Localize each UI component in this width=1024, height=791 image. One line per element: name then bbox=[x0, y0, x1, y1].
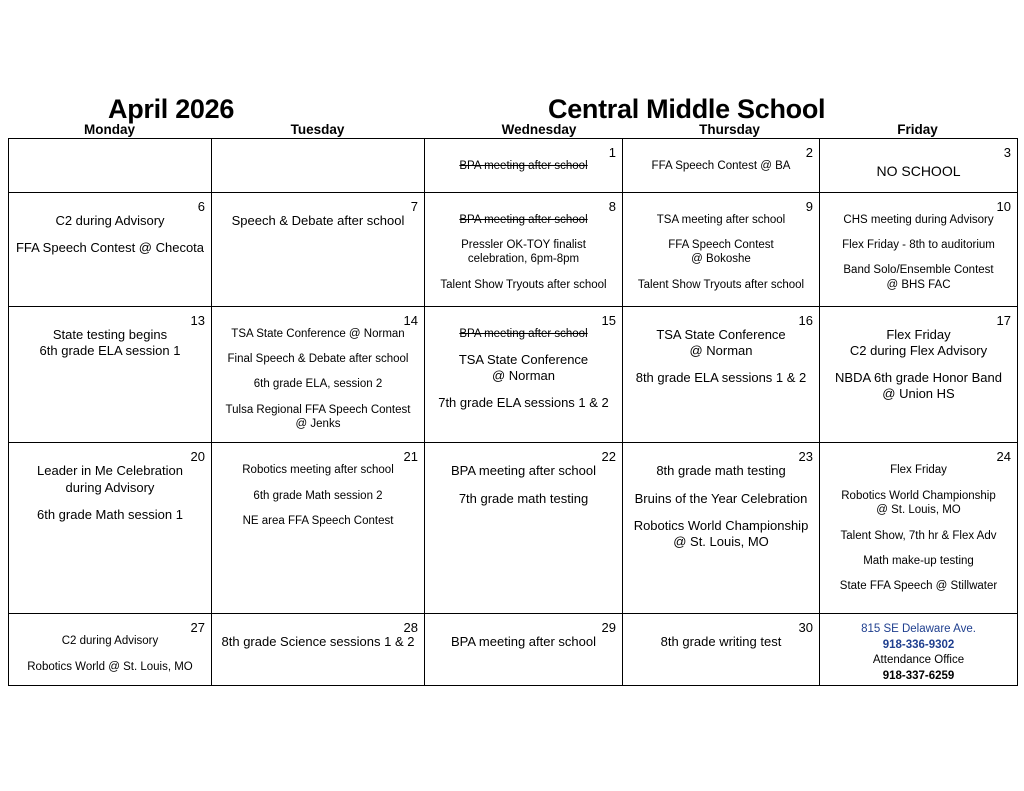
calendar-event: TSA meeting after school bbox=[656, 213, 786, 226]
day-number: 21 bbox=[403, 449, 418, 465]
calendar-event: Robotics meeting after school bbox=[242, 464, 394, 477]
calendar-event: Talent Show Tryouts after school bbox=[637, 278, 805, 291]
calendar-day bbox=[623, 443, 820, 614]
calendar-event: Robotics World Championship @ St. Louis, MO bbox=[841, 489, 996, 517]
day-number: 20 bbox=[190, 449, 205, 465]
calendar-event: Talent Show Tryouts after school bbox=[440, 278, 607, 291]
day-number: 23 bbox=[798, 449, 813, 465]
weekday-wednesday: Wednesday bbox=[501, 122, 577, 137]
calendar-day bbox=[820, 306, 1018, 443]
calendar-day bbox=[212, 306, 425, 443]
calendar-day bbox=[820, 139, 1018, 193]
day-number: 30 bbox=[798, 620, 813, 636]
calendar-event: 7th grade ELA sessions 1 & 2 bbox=[438, 395, 609, 411]
calendar-event: CHS meeting during Advisory bbox=[843, 213, 994, 226]
calendar-event: Talent Show, 7th hr & Flex Adv bbox=[840, 529, 997, 542]
calendar-event: Final Speech & Debate after school bbox=[227, 352, 409, 365]
calendar-day bbox=[212, 192, 425, 306]
calendar-event: Math make-up testing bbox=[863, 554, 974, 567]
calendar-event: BPA meeting after school bbox=[459, 327, 588, 340]
calendar-day bbox=[623, 614, 820, 686]
day-number: 6 bbox=[197, 198, 205, 214]
calendar-event: BPA meeting after school bbox=[450, 634, 596, 650]
contact-line: 918-336-9302 bbox=[882, 638, 955, 651]
calendar-day bbox=[623, 306, 820, 443]
calendar-day bbox=[425, 614, 623, 686]
calendar-event: 8th grade Science sessions 1 & 2 bbox=[221, 634, 415, 650]
day-number: 14 bbox=[403, 312, 418, 328]
calendar-day bbox=[212, 614, 425, 686]
calendar-event: Speech & Debate after school bbox=[231, 212, 405, 228]
day-number: 17 bbox=[996, 312, 1011, 328]
day-number: 3 bbox=[1003, 145, 1011, 160]
weekday-tuesday: Tuesday bbox=[290, 122, 345, 137]
day-number: 7 bbox=[410, 198, 418, 214]
calendar-day bbox=[623, 139, 820, 193]
calendar-event: C2 during Advisory bbox=[61, 635, 159, 648]
day-number: 22 bbox=[601, 449, 616, 465]
calendar-event: Flex Friday bbox=[890, 464, 947, 477]
school-title: Central Middle School bbox=[548, 94, 826, 124]
calendar-event: 6th grade Math session 2 bbox=[253, 489, 383, 502]
calendar-event: 8th grade ELA sessions 1 & 2 bbox=[635, 370, 807, 385]
month-title: April 2026 bbox=[108, 94, 235, 124]
calendar-day bbox=[212, 139, 425, 193]
calendar-event: Flex Friday - 8th to auditorium bbox=[842, 238, 995, 251]
calendar-event: FFA Speech Contest @ BA bbox=[651, 160, 791, 172]
day-number: 27 bbox=[190, 620, 205, 636]
contact-line: Attendance Office bbox=[872, 654, 965, 667]
calendar-day bbox=[820, 443, 1018, 614]
calendar-event: NE area FFA Speech Contest bbox=[242, 515, 394, 528]
calendar-day bbox=[9, 139, 212, 193]
calendar-event: FFA Speech Contest @ Bokoshe bbox=[668, 238, 774, 266]
calendar-event: Band Solo/Ensemble Contest @ BHS FAC bbox=[843, 264, 994, 291]
calendar-event: Robotics World Championship @ St. Louis, MO bbox=[633, 517, 809, 550]
calendar-event: Bruins of the Year Celebration bbox=[634, 490, 808, 506]
calendar-day bbox=[9, 443, 212, 614]
calendar-event: Tulsa Regional FFA Speech Contest @ Jenks bbox=[225, 403, 411, 430]
calendar-event: C2 during Advisory bbox=[55, 212, 165, 228]
weekday-friday: Friday bbox=[897, 122, 938, 137]
day-number: 16 bbox=[798, 312, 813, 328]
calendar-day bbox=[425, 139, 623, 193]
calendar-day bbox=[425, 443, 623, 614]
calendar-event: BPA meeting after school bbox=[459, 160, 588, 172]
day-number: 24 bbox=[996, 449, 1011, 465]
calendar-event: FFA Speech Contest @ Checota bbox=[15, 239, 205, 255]
calendar-event: 8th grade math testing bbox=[656, 463, 786, 479]
calendar-week bbox=[9, 614, 1018, 686]
calendar-event: TSA State Conference @ Norman bbox=[458, 351, 589, 384]
calendar-event: Leader in Me Celebration during Advisory bbox=[37, 463, 183, 495]
calendar-week bbox=[9, 139, 1018, 193]
calendar-week bbox=[9, 306, 1018, 443]
day-number: 10 bbox=[996, 198, 1011, 214]
weekday-monday: Monday bbox=[83, 122, 135, 137]
calendar-day bbox=[9, 614, 212, 686]
day-number: 2 bbox=[805, 145, 813, 160]
calendar-event: BPA meeting after school bbox=[459, 213, 588, 226]
calendar-event: 7th grade math testing bbox=[458, 490, 589, 506]
calendar-day bbox=[425, 192, 623, 306]
calendar-event: Flex Friday C2 during Flex Advisory bbox=[849, 326, 988, 358]
calendar-event: State testing begins 6th grade ELA session 1 bbox=[39, 326, 181, 358]
day-number: 13 bbox=[190, 312, 205, 328]
day-number: 15 bbox=[601, 312, 616, 328]
contact-line: 815 SE Delaware Ave. bbox=[861, 623, 976, 636]
day-number: 1 bbox=[608, 145, 616, 160]
calendar-event: Robotics World @ St. Louis, MO bbox=[27, 660, 193, 673]
calendar-day bbox=[9, 306, 212, 443]
calendar-event: 6th grade ELA, session 2 bbox=[253, 378, 383, 391]
calendar-day bbox=[425, 306, 623, 443]
calendar-day bbox=[820, 192, 1018, 306]
calendar-week bbox=[9, 192, 1018, 306]
calendar-event: State FFA Speech @ Stillwater bbox=[839, 580, 998, 593]
day-number: 28 bbox=[403, 620, 418, 636]
calendar-week bbox=[9, 443, 1018, 614]
calendar-event: TSA State Conference @ Norman bbox=[231, 327, 405, 340]
calendar-event: Pressler OK-TOY finalist celebration, 6pm-8pm bbox=[461, 238, 586, 266]
contact-line: 918-337-6259 bbox=[882, 669, 955, 682]
calendar-event: NBDA 6th grade Honor Band @ Union HS bbox=[835, 370, 1002, 402]
contact-info-cell bbox=[820, 614, 1018, 686]
calendar-event: TSA State Conference @ Norman bbox=[656, 326, 786, 358]
calendar-day bbox=[212, 443, 425, 614]
calendar-event: 6th grade Math session 1 bbox=[37, 506, 183, 522]
calendar-day bbox=[623, 192, 820, 306]
calendar-grid bbox=[8, 138, 1018, 686]
weekday-thursday: Thursday bbox=[699, 122, 760, 137]
day-number: 9 bbox=[805, 198, 813, 214]
day-number: 29 bbox=[601, 620, 616, 636]
day-number: 8 bbox=[608, 198, 616, 214]
calendar-event: BPA meeting after school bbox=[450, 463, 596, 479]
calendar-day bbox=[9, 192, 212, 306]
calendar-event: NO SCHOOL bbox=[876, 163, 961, 179]
calendar-event: 8th grade writing test bbox=[660, 634, 782, 650]
